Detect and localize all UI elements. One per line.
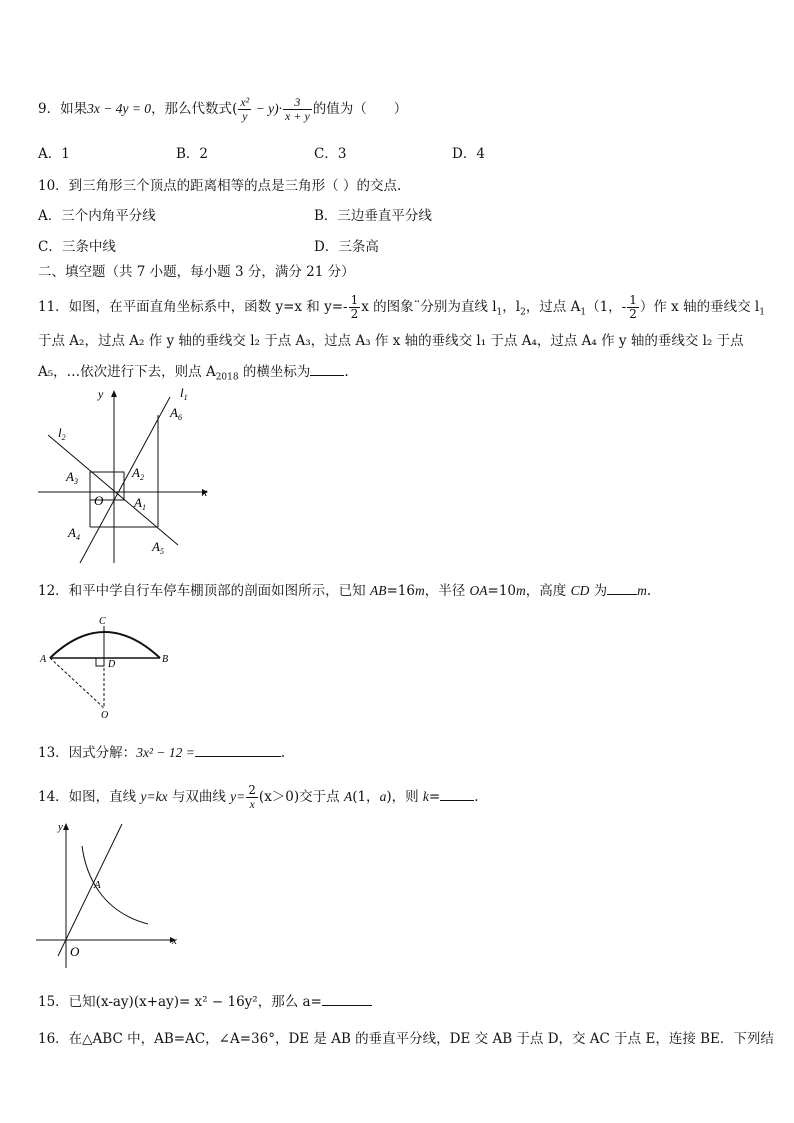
label-c: C xyxy=(99,616,106,627)
q9-option-a[interactable]: A．1 xyxy=(38,146,70,162)
q11-figure xyxy=(30,385,230,570)
label-o: O xyxy=(94,493,104,508)
q13-answer-blank[interactable] xyxy=(195,756,281,757)
line-kx xyxy=(58,824,122,956)
q9-option-c[interactable]: C．3 xyxy=(314,146,347,162)
q14-figure xyxy=(30,816,190,976)
q10-option-a[interactable]: A．三个内角平分线 xyxy=(38,208,156,224)
label-a4: $A_4$ xyxy=(68,525,80,542)
label-a3: $A_3$ xyxy=(66,469,78,486)
label-y: y xyxy=(98,387,104,401)
q9-fraction-1: $\frac{\text{x²}}{y}$ xyxy=(240,95,250,123)
q15-stem: 15．已知(x-ay)(x+ay)= x² − 16y²，那么 a= xyxy=(38,992,372,1012)
q11-fraction-2: $\frac{1}{2}$ xyxy=(629,293,637,321)
label-l2: $l_2$ xyxy=(58,425,66,442)
label-a2: $A_2$ xyxy=(132,465,144,482)
q9-stem: 9．如果3x − 4y = 0，那么代数式( $\frac{\text{x²}}{y}$ − y)· $\frac{3}{x + y}$ 的值为（ ） xyxy=(38,95,408,123)
q11-line-1: 11．如图，在平面直角坐标系中，函数 y=x 和 y=- $\frac{1}{2}$ x 的图象¨分别为直线 $l_1$，$l_2$，过点 $A_1(1$，- $\frac{1}{2}$ ）作 x 轴的垂线交 $l_1$ xyxy=(38,293,765,321)
label-o: O xyxy=(70,944,80,959)
q13-stem: 13．因式分解：3x² − 12 = . xyxy=(38,745,286,761)
label-y: y xyxy=(58,821,63,833)
q11-line-2: 于点 A₂，过点 A₂ 作 y 轴的垂线交 l₂ 于点 A₃，过点 A₃ 作 x 轴的垂线交 l₁ 于点 A₄，过点 A₄ 作 y 轴的垂线交 l₂ 于点 xyxy=(38,333,744,349)
label-b: B xyxy=(162,654,169,665)
label-a1: $A_1$ xyxy=(134,495,146,512)
label-a: A xyxy=(40,654,47,665)
label-a: A xyxy=(94,879,101,891)
label-a6: $A_6$ xyxy=(170,405,182,422)
q14-fraction: $\frac{2}{x}$ xyxy=(248,783,256,811)
y-axis-arrow-icon xyxy=(111,390,117,397)
section-heading: 二、填空题（共 7 小题，每小题 3 分，满分 21 分） xyxy=(38,264,355,280)
label-x: x xyxy=(202,485,208,499)
q12-stem: 12．和平中学自行车停车棚顶部的剖面如图所示，已知 AB=16m，半径 OA=10m，高度 CD 为 m. xyxy=(38,583,652,599)
q9-option-b[interactable]: B．2 xyxy=(176,146,209,162)
label-d: D xyxy=(108,659,116,670)
label-o: O xyxy=(101,710,109,721)
q10-stem: 10．到三角形三个顶点的距离相等的点是三角形（ ）的交点. xyxy=(38,178,402,194)
q10-option-b[interactable]: B．三边垂直平分线 xyxy=(314,208,432,224)
q11-answer-blank[interactable] xyxy=(310,375,344,376)
q10-option-d[interactable]: D．三条高 xyxy=(314,239,379,255)
right-angle-mark xyxy=(96,658,104,666)
q12-answer-blank[interactable] xyxy=(607,594,637,595)
q14-answer-blank[interactable] xyxy=(440,800,474,801)
q16-stem: 16．在△ABC 中，AB=AC，∠A=36°，DE 是 AB 的垂直平分线，DE 交 AB 于点 D，交 AC 于点 E，连接 BE．下列结 xyxy=(38,1031,774,1047)
q14-stem: 14．如图，直线 y=kx 与双曲线 y= $\frac{2}{x}$ (x＞0)交于点 A(1，a)，则 k= . xyxy=(38,783,479,811)
q11-line-3: A₅，…依次进行下去，则点 $A_{2018}$ 的横坐标为 . xyxy=(38,364,349,383)
arc-acb xyxy=(50,632,160,658)
q15-answer-blank[interactable] xyxy=(322,1005,372,1006)
q10-option-c[interactable]: C．三条中线 xyxy=(38,239,116,255)
q9-fraction-2: $\frac{3}{x + y}$ xyxy=(285,95,310,123)
y-axis-arrow-icon xyxy=(63,823,69,830)
q12-figure xyxy=(38,612,178,722)
label-a5: $A_5$ xyxy=(152,539,164,556)
q9-option-d[interactable]: D．4 xyxy=(452,146,485,162)
q11-fraction-1: $\frac{1}{2}$ xyxy=(350,293,359,321)
label-l1: $l_1$ xyxy=(180,385,188,402)
q9-condition: 3x − 4y = 0 xyxy=(87,101,152,116)
label-x: x xyxy=(172,935,177,947)
